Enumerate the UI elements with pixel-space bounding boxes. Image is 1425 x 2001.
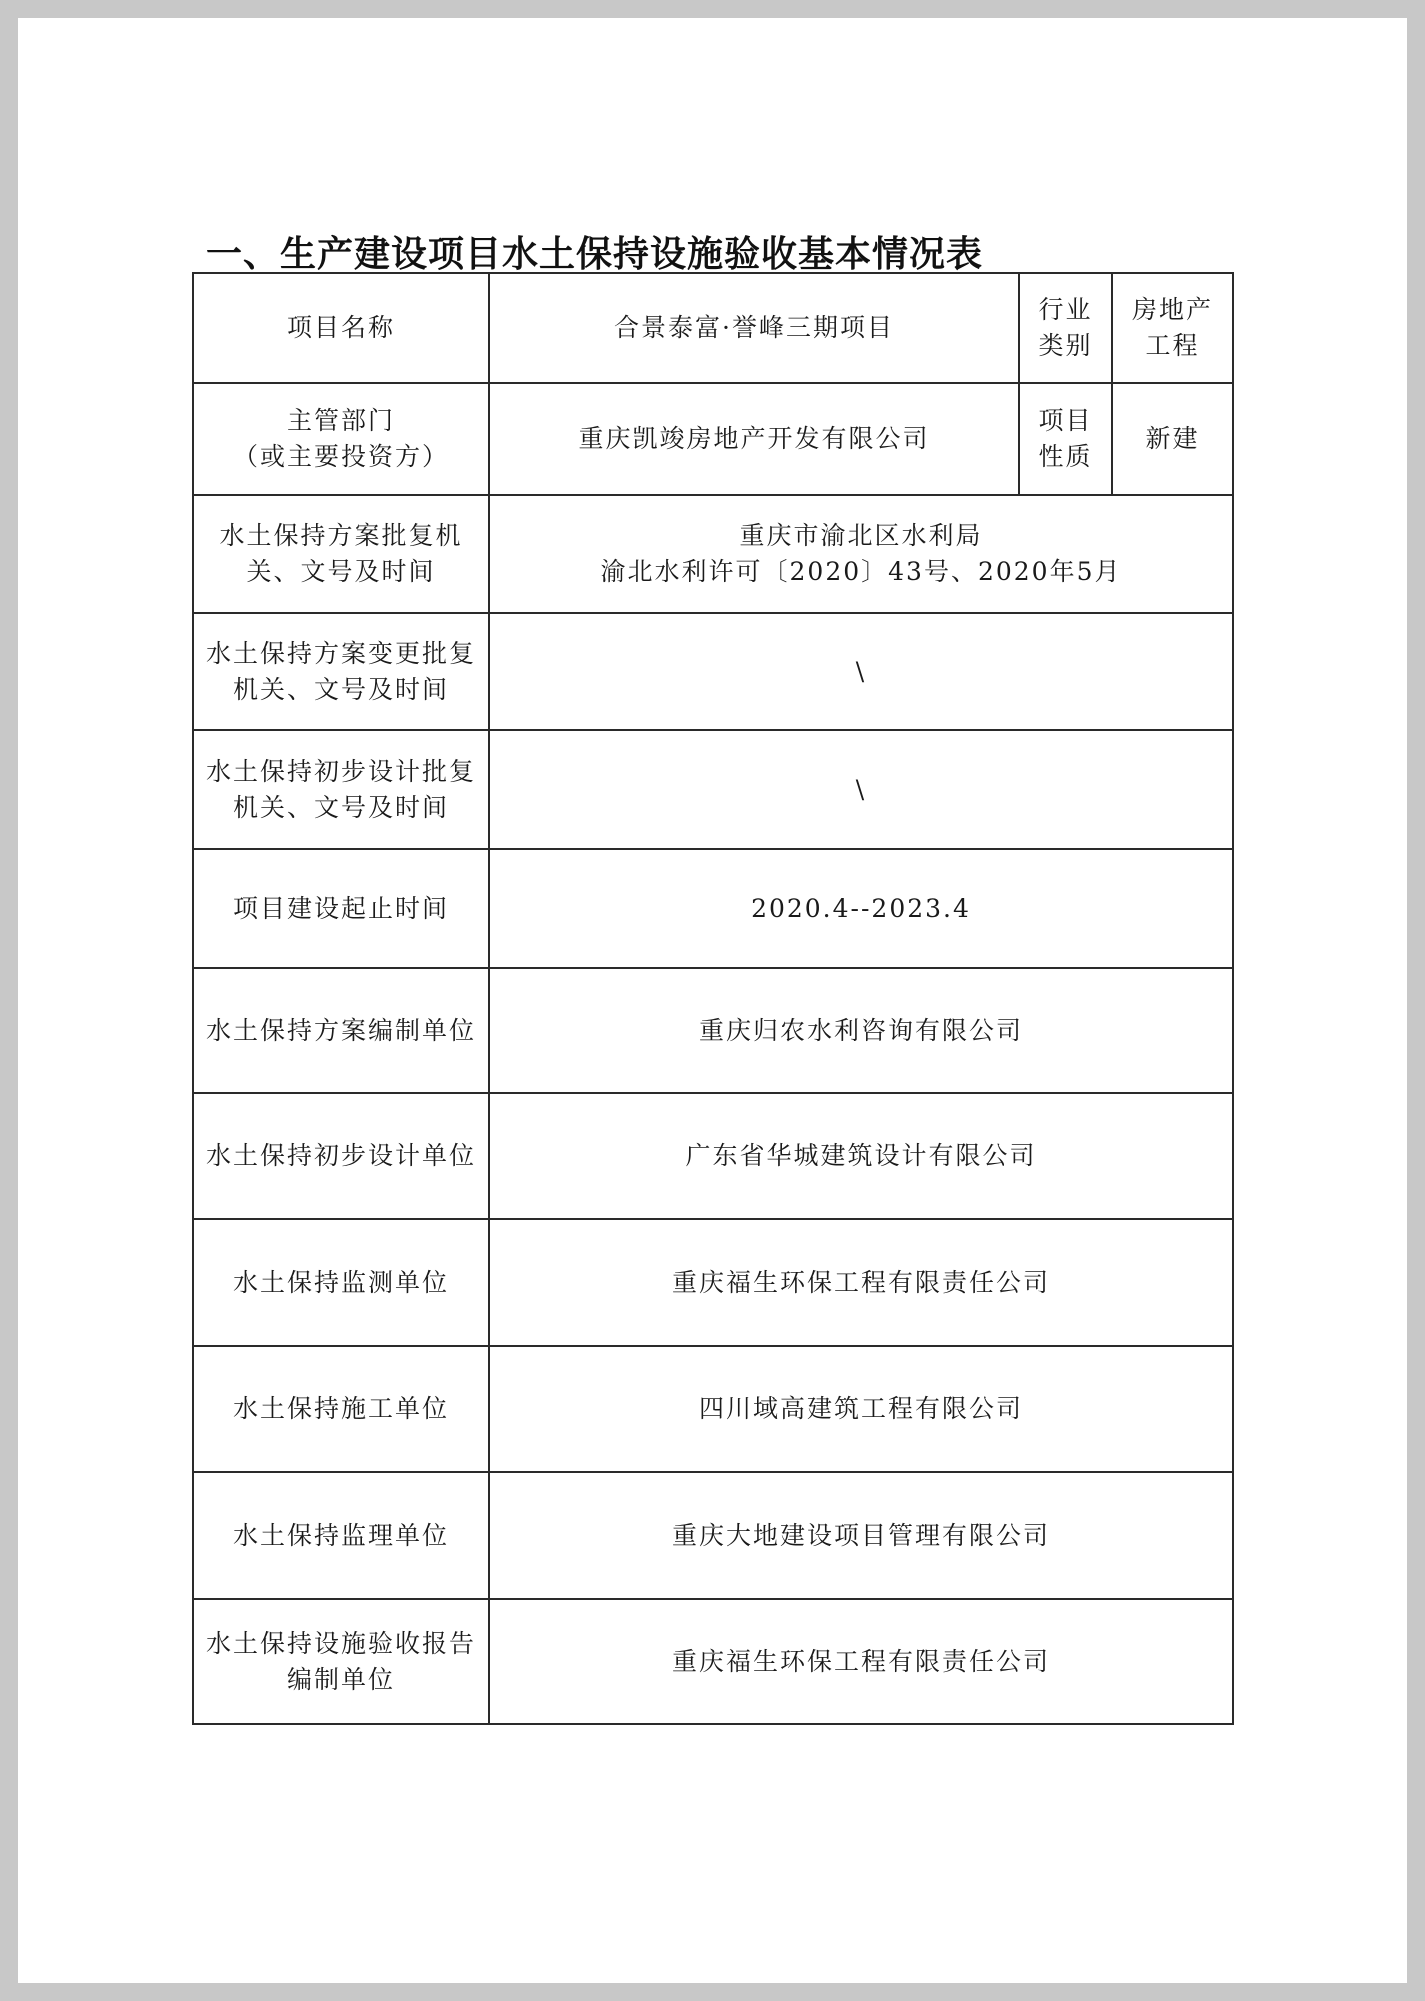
preliminary-design-approval-value: \ <box>489 730 1233 849</box>
preliminary-design-approval-label: 水土保持初步设计批复 机关、文号及时间 <box>193 730 489 849</box>
acceptance-report-compiler-value: 重庆福生环保工程有限责任公司 <box>489 1599 1233 1724</box>
table-row <box>193 1599 1233 1724</box>
supervision-unit-label: 水土保持监理单位 <box>193 1472 489 1599</box>
preliminary-design-unit-value: 广东省华城建筑设计有限公司 <box>489 1093 1233 1219</box>
table-row <box>193 495 1233 613</box>
industry-category-label: 行业 类别 <box>1019 273 1112 383</box>
construction-unit-label: 水土保持施工单位 <box>193 1346 489 1472</box>
table-row <box>193 383 1233 495</box>
construction-period-value: 2020.4--2023.4 <box>489 849 1233 968</box>
plan-approval-value: 重庆市渝北区水利局 渝北水利许可〔2020〕43号、2020年5月 <box>489 495 1233 613</box>
table-row <box>193 730 1233 849</box>
preliminary-design-unit-label: 水土保持初步设计单位 <box>193 1093 489 1219</box>
plan-compiler-label: 水土保持方案编制单位 <box>193 968 489 1093</box>
table-row <box>193 273 1233 383</box>
construction-unit-value: 四川域高建筑工程有限公司 <box>489 1346 1233 1472</box>
monitoring-unit-value: 重庆福生环保工程有限责任公司 <box>489 1219 1233 1346</box>
table-row <box>193 613 1233 730</box>
project-name-value: 合景泰富·誉峰三期项目 <box>489 273 1019 383</box>
table-row <box>193 1472 1233 1599</box>
page-title: 一、生产建设项目水土保持设施验收基本情况表 <box>206 234 984 275</box>
industry-category-value: 房地产 工程 <box>1112 273 1233 383</box>
plan-change-approval-label: 水土保持方案变更批复 机关、文号及时间 <box>193 613 489 730</box>
table-row <box>193 1093 1233 1219</box>
table-row <box>193 1346 1233 1472</box>
plan-change-approval-value: \ <box>489 613 1233 730</box>
table-row <box>193 1219 1233 1346</box>
competent-department-label: 主管部门 （或主要投资方） <box>193 383 489 495</box>
project-nature-value: 新建 <box>1112 383 1233 495</box>
project-nature-label: 项目 性质 <box>1019 383 1112 495</box>
plan-approval-label: 水土保持方案批复机 关、文号及时间 <box>193 495 489 613</box>
construction-period-label: 项目建设起止时间 <box>193 849 489 968</box>
table-row <box>193 849 1233 968</box>
monitoring-unit-label: 水土保持监测单位 <box>193 1219 489 1346</box>
basic-info-table <box>192 272 1234 1725</box>
competent-department-value: 重庆凯竣房地产开发有限公司 <box>489 383 1019 495</box>
plan-compiler-value: 重庆归农水利咨询有限公司 <box>489 968 1233 1093</box>
supervision-unit-value: 重庆大地建设项目管理有限公司 <box>489 1472 1233 1599</box>
acceptance-report-compiler-label: 水土保持设施验收报告 编制单位 <box>193 1599 489 1724</box>
project-name-label: 项目名称 <box>193 273 489 383</box>
table-row <box>193 968 1233 1093</box>
